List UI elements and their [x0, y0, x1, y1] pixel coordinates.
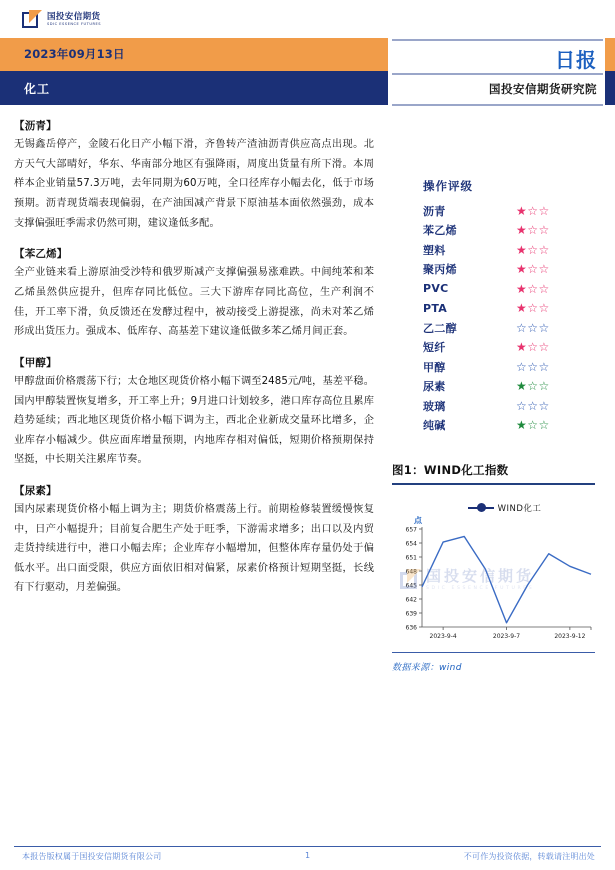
rating-product-name: PVC [423, 282, 449, 296]
article-body [14, 118, 374, 611]
rating-product-name: 乙二醇 [423, 321, 457, 335]
y-axis-unit-label: 点 [414, 515, 422, 525]
footer-disclaimer: 不可作为投资依据，转载请注明出处 [463, 852, 595, 861]
rating-row [392, 240, 607, 260]
rating-stars: ☆☆☆ [516, 320, 550, 335]
section-heading: 【苯乙烯】 [14, 248, 68, 261]
logo-name-cn: 国投安信期货 [47, 12, 101, 23]
research-institute-name: 国投安信期货研究院 [489, 82, 597, 96]
chart-legend [402, 502, 607, 514]
rating-stars: ★☆☆ [516, 242, 550, 257]
line-chart [392, 517, 595, 652]
logo-name-en: SDIC ESSENCE FUTURES [47, 22, 102, 27]
rating-row [392, 279, 607, 299]
svg-text:639: 639 [405, 610, 417, 618]
rating-product-name: 沥青 [423, 204, 446, 218]
footer-copyright: 本报告版权属于国投安信期货有限公司 [22, 852, 162, 861]
svg-text:654: 654 [405, 540, 417, 548]
header-divider-top [392, 39, 603, 41]
article-section [14, 355, 374, 470]
logo-mark-icon [22, 10, 43, 30]
rating-row [392, 221, 607, 241]
header-sector-bar [0, 71, 388, 105]
header-sector-bar-right-cap [605, 71, 615, 105]
logo-text [47, 13, 101, 27]
rating-product-name: 聚丙烯 [423, 263, 457, 277]
rating-row [392, 338, 607, 358]
rating-row [392, 357, 607, 377]
svg-text:2023-9-4: 2023-9-4 [429, 632, 457, 640]
header-right-block [392, 38, 603, 105]
article-section [14, 483, 374, 598]
rating-stars: ★☆☆ [516, 262, 550, 277]
section-heading: 【甲醇】 [14, 356, 57, 369]
svg-text:648: 648 [405, 568, 417, 576]
rating-product-name: 塑料 [423, 243, 446, 257]
report-date: 2023年09月13日 [24, 47, 125, 61]
rating-row [392, 416, 607, 436]
report-sector: 化工 [24, 82, 51, 96]
section-paragraph: 国内尿素现货价格小幅上调为主；期货价格震荡上行。前期检修装置缓慢恢复中，日产小幅提升；目前复合肥生产处于旺季，下游需求增多；出口以及内贸走货持续进行中，港口小幅去库；企业库存小幅增加，但整体库存量仍处于偏低水平。出口面受限，供应方面依旧相对偏紧，尿素价格预计短期坚挺，长线有下行驱动，月差偏强。 [14, 504, 374, 594]
rating-product-name: 玻璃 [423, 399, 446, 413]
watermark-text-cn: 国投安信期货 [426, 566, 535, 585]
footer-divider [14, 846, 601, 847]
section-heading: 【沥青】 [14, 120, 57, 132]
chart-bottom-rule [392, 652, 595, 653]
rating-product-name: 尿素 [423, 380, 446, 394]
rating-row [392, 377, 607, 397]
header-divider-mid [392, 73, 603, 75]
rating-row [392, 260, 607, 280]
article-section [14, 118, 374, 233]
rating-stars: ★☆☆ [516, 301, 550, 316]
rating-stars: ★☆☆ [516, 379, 550, 394]
section-paragraph: 甲醇盘面价格震荡下行；太仓地区现货价格小幅下调至2485元/吨，基差平稳。国内甲醇装置恢复增多，开工率上升；9月进口计划较多，港口库存高位且累库趋势延续；西北地区现货价格小幅下调为主，西北企业新成交量环比增多，企业库存小幅减少。供应面库增量预期，内地库存相对偏低，短期价格预期保持坚挺，中长期关注累库节奏。 [14, 376, 374, 466]
chart-card [392, 462, 607, 673]
rating-product-name: PTA [423, 301, 448, 315]
article-section [14, 246, 374, 342]
company-logo [22, 10, 101, 30]
rating-row [392, 318, 607, 338]
section-paragraph: 无锡鑫岳停产，金陵石化日产小幅下滑，齐鲁转产渣油沥青供应高点出现。北方天气大部晴好，华东、华南部分地区有强降雨，周度出货量有所下滑。本周样本企业销量57.3万吨，去年同期为60万吨，全口径库存小幅去化，低于市场预期。沥青现货端表现偏弱，在产油国减产背景下原油基本面依然强劲，成本支撑偏强旺季需求仍然可期，建议逢低多配。 [14, 139, 374, 229]
rating-stars: ★☆☆ [516, 281, 550, 296]
svg-text:636: 636 [405, 624, 417, 632]
svg-text:651: 651 [405, 554, 417, 562]
page-number: 1 [305, 851, 311, 860]
legend-marker-icon [468, 507, 494, 509]
svg-text:2023-9-7: 2023-9-7 [492, 632, 521, 640]
operation-rating-panel [392, 178, 607, 435]
rating-row [392, 299, 607, 319]
rating-product-name: 甲醇 [423, 360, 446, 374]
legend-label: WIND化工 [497, 503, 542, 514]
svg-text:657: 657 [405, 526, 417, 534]
rating-product-name: 苯乙烯 [423, 224, 457, 238]
rating-stars: ★☆☆ [516, 340, 550, 355]
rating-stars: ★☆☆ [516, 223, 550, 238]
rating-stars: ☆☆☆ [516, 359, 550, 374]
rating-stars: ★☆☆ [516, 418, 550, 433]
chart-title-rule [392, 483, 595, 485]
rating-row [392, 396, 607, 416]
chart-plot-area [392, 517, 595, 652]
chart-source: 数据来源：wind [392, 662, 462, 673]
report-type-title: 日报 [555, 48, 597, 72]
rating-panel-title: 操作评级 [423, 179, 473, 193]
rating-stars: ☆☆☆ [516, 398, 550, 413]
section-paragraph: 全产业链来看上游原油受沙特和俄罗斯减产支撑偏强易涨难跌。中间纯苯和苯乙烯虽然供应提升，但库存同比低位。三大下游库存同比高位，生产利润不佳，开工率下滑，负反馈还在发酵过程中，被动接受上游提涨，尚未对苯乙烯形成出货压力。强成本、低库存、高基差下建议逢低做多苯乙烯月间正套。 [14, 267, 374, 338]
rating-row [392, 201, 607, 221]
header-date-bar-right-cap [605, 38, 615, 71]
section-heading: 【尿素】 [14, 484, 57, 497]
watermark-text-en: SDIC ESSENCE FUTURES [426, 585, 535, 591]
chart-title: 图1：WIND化工指数 [392, 463, 509, 477]
svg-text:645: 645 [405, 582, 417, 590]
header-divider-bottom [392, 104, 603, 106]
svg-text:2023-9-12: 2023-9-12 [554, 632, 586, 640]
rating-product-name: 短纤 [423, 341, 446, 355]
rating-stars: ★☆☆ [516, 203, 550, 218]
rating-product-name: 纯碱 [423, 419, 446, 433]
svg-text:642: 642 [405, 596, 417, 604]
